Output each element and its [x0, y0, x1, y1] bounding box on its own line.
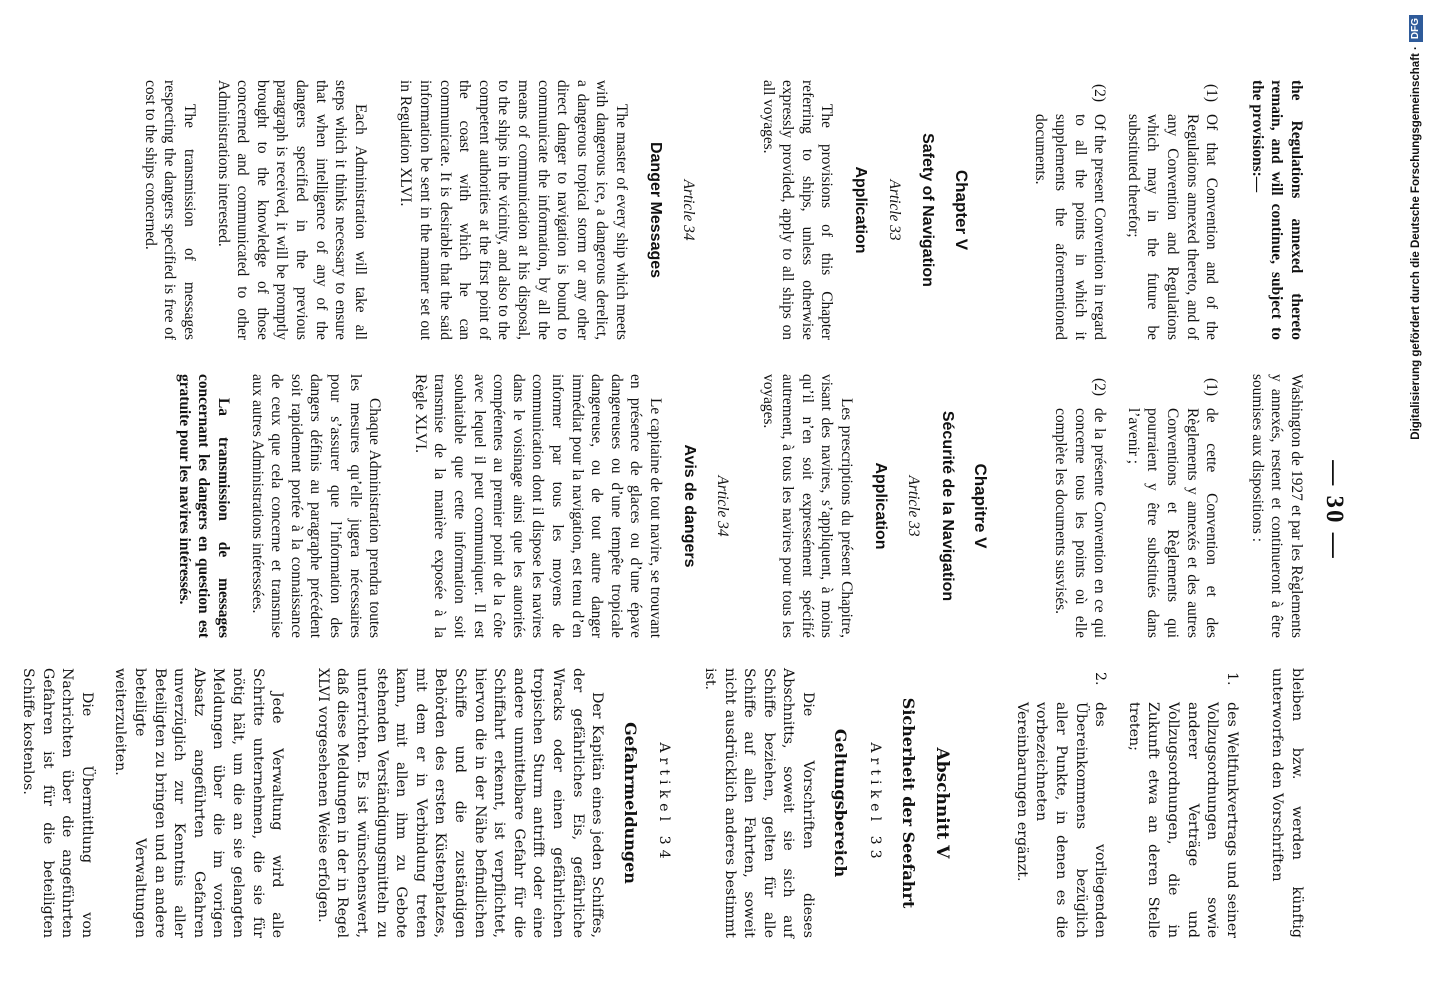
de-chapter-heading: Abschnitt V [932, 747, 953, 859]
en-article-33-text: The provisions of this Chapter referring to ships, unless otherwise expressly provided, apply to all ships on all voyages. [759, 80, 836, 340]
de-item-1-text: des Weltfunkvertrags und seiner Vollzugsordnungen sowie anderer Verträge und Vollzugsordnungen, die in Zukunft etwa an deren Stelle treten; [1125, 702, 1240, 938]
de-item-2-text: des vorliegenden Übereinkommens bezüglich aller Punkte, in denen es die vorbezeichneten Vereinbarungen ergänzt. [1013, 702, 1109, 938]
en-intro: the Regulations annexed thereto remain, and will continue, subject to the provisions:— [1248, 80, 1305, 340]
de-item-2-number: 2. [1092, 672, 1109, 686]
fr-article-34-heading: Article 34 [714, 475, 732, 537]
en-article-34-paragraph-1: The master of every ship which meets with dangerous ice, a dangerous derelict, a dangerous tropical storm or any other direct danger to navigation is bound to communicate the information, by all the means of communication at his disposal, to the ships in the vicinity, and also to the competent authorities at the first point of the coast with which he can communicate. It is desirable that the said information be sent in the manner set out in Regulation XLVI. [397, 80, 630, 340]
fr-article-34-paragraph-2: Chaque Administration prendra toutes les mesures qu’elle jugera nécessaires pour s’assurer que l’information des dangers définis au paragraphe précédent soit rapidement portée à la connaissance de ceux que cela concerne et transmise aux autres Administrations intéressées. [248, 374, 384, 638]
en-item-1-number: (1) [1203, 84, 1221, 102]
de-item-2 [1011, 668, 1109, 938]
fr-item-2-number: (2) [1091, 378, 1109, 396]
de-item-1 [1123, 668, 1241, 938]
credit-text: Digitalisierung gefördert durch die Deutsche Forschungsgemeinschaft · [1410, 46, 1422, 440]
fr-item-1-number: (1) [1203, 378, 1221, 396]
english-column [140, 80, 1306, 340]
de-chapter-title: Sicherheit der Seefahrt [898, 697, 918, 909]
fr-article-34-paragraph-3: La transmission de messages concernant les dangers en question est gratuite pour les navires intéressés. [175, 374, 233, 638]
de-article-33-title: Geltungsbereich [831, 728, 851, 878]
de-item-1-number: 1. [1223, 672, 1240, 686]
en-article-34-paragraph-2: Each Administration will take all steps which it thinks necessary to ensure that when intelligence of any of the dangers specified in the previous paragraph is received, it will be promptly brought to the knowledge of those concerned and communicated to other Administrations interested. [214, 80, 369, 340]
fr-article-33-title: Application [871, 462, 889, 550]
fr-article-33-text: Les prescriptions du présent Chapitre, visant des navires, s’appliquent, à moins qu’il n’en soit expressément spécifié autrement, à tous les navires pour tous les voyages. [759, 374, 856, 638]
page-number: — 30 — [1321, 460, 1348, 560]
fr-item-1 [1123, 374, 1221, 638]
fr-article-34-paragraph-1: Le capitaine de tout navire, se trouvant en présence de glaces ou d’une épave dangereuses ou d’une tempête tropicale dangereuse, ou de tout autre danger immédiat pour la navigation, est tenu d’en informer par tous les moyens de communication dont il dispose les navires dans le voisinage ainsi que les autorités compétentes au premier point de la côte avec lequel il peut communiquer. Il est souhaitable que cette information soit transmise de la manière exposée à la Règle XLVI. [411, 374, 664, 638]
fr-article-33-heading: Article 33 [905, 475, 923, 537]
de-article-34-heading: Artikel 34 [656, 742, 673, 864]
fr-chapter-title: Sécurité de la Navigation [938, 410, 956, 602]
en-article-34-paragraph-3: The transmission of messages respecting the dangers specified is free of cost to the ships concerned. [141, 80, 199, 340]
en-article-33-heading: Article 33 [885, 179, 903, 241]
french-column [174, 374, 1306, 638]
digitization-credit [1401, 15, 1431, 575]
fr-article-34-title: Avis de dangers [680, 444, 698, 568]
de-article-34-paragraph-1: Der Kapitän eines jeden Schiffes, der gefährliches Eis, gefährliche Wracks oder einen gefährlichen tropischen Sturm antrifft oder eine andere unmittelbare Gefahr für die Schiffahrt erkennt, ist verpflichtet, hiervon die in der Nähe befindlichen Schiffe und die zuständigen Behörden des ersten Küstenplatzes, mit dem er in Verbindung treten kann, mit allen ihm zu Gebote stehenden Verständigungsmitteln zu unterrichten. Es ist wünschenswert, daß diese Meldungen in der in Regel XLVI vorgesehenen Weise erfolgen. [314, 668, 606, 938]
fr-item-2 [1050, 374, 1109, 638]
de-intro: bleiben bzw. werden künftig unterworfen den Vorschriften [1269, 668, 1305, 938]
en-item-1-text: Of that Convention and of the Regulations annexed thereto, and of any Convention and Regulations which may in the future be substituted therefor; [1124, 114, 1221, 340]
de-article-33-heading: Artikel 33 [867, 742, 884, 864]
en-item-1 [1123, 80, 1221, 340]
fr-chapter-heading: Chapitre V [971, 463, 991, 549]
fr-item-1-text: de cette Convention et des Règlements y annexés et des autres Conventions et Règlements qui pourraient y être substitués dans l’avenir ; [1124, 408, 1221, 638]
german-column [18, 668, 1306, 938]
en-article-33-title: Application [852, 166, 870, 254]
de-article-34-paragraph-3: Die Übermittlung von Nachrichten über die angeführten Gefahren ist für die beteiligten Schiffe kostenlos. [20, 668, 95, 938]
en-article-34-heading: Article 34 [680, 179, 698, 241]
de-article-34-paragraph-2: Jede Verwaltung wird alle Schritte unternehmen, die sie für nötig hält, um die an sie gelangten Meldungen über die im vorigen Absatz angeführten Gefahren unverzüglich zur Kenntnis aller Beteiligten zu bringen und an andere beteiligte Verwaltungen weiterzuleiten. [112, 668, 286, 938]
en-item-2 [1031, 80, 1109, 340]
de-article-33-text: Die Vorschriften dieses Abschnitts, soweit sie sich auf Schiffe beziehen, gelten für alle Schiffe auf allen Fahrten, soweit nicht ausdrücklich anderes bestimmt ist. [701, 668, 816, 938]
en-chapter-heading: Chapter V [951, 169, 971, 251]
en-chapter-title: Safety of Navigation [919, 133, 937, 287]
dfg-logo: DFG [1409, 15, 1423, 42]
de-article-34-title: Gefahrmeldungen [620, 722, 640, 884]
en-item-2-number: (2) [1091, 84, 1109, 102]
fr-item-2-text: de la présente Convention en ce qui concerne tous les points où elle complète les documents susvisés. [1052, 408, 1109, 638]
fr-intro: Washington de 1927 et par les Règlements y annexés, restent et continueront à être soumises aux dispositions : [1248, 374, 1305, 638]
en-article-34-title: Danger Messages [646, 141, 664, 279]
en-item-2-text: Of the present Convention in regard to all the points in which it supplements the aforementioned documents. [1032, 114, 1109, 340]
